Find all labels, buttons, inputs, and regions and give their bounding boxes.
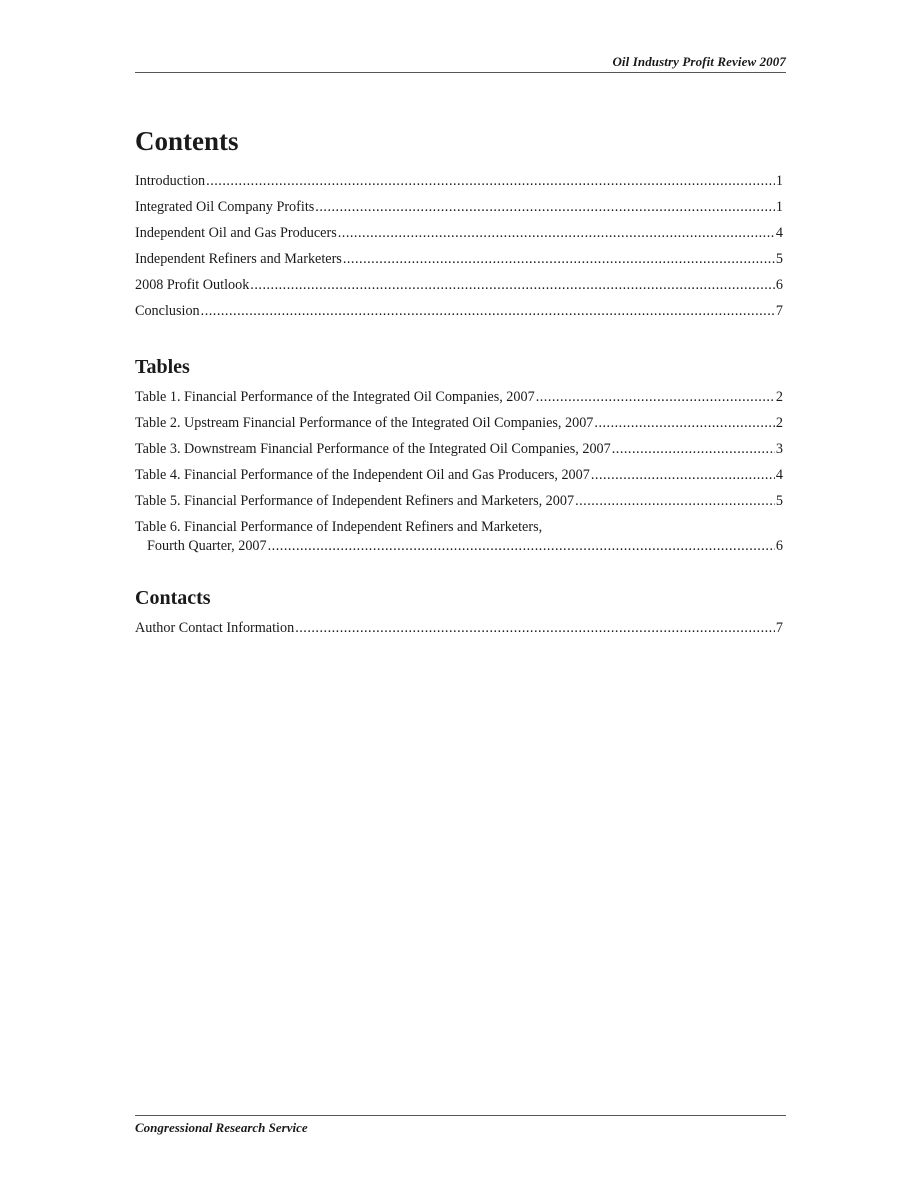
toc-entry-label: Author Contact Information — [135, 620, 295, 636]
running-header: Oil Industry Profit Review 2007 — [612, 54, 786, 69]
contacts-list — [135, 619, 783, 638]
toc-entry-label: Table 5. Financial Performance of Independent Refiners and Marketers, 2007 — [135, 493, 575, 509]
toc-entry-page: 1 — [775, 173, 783, 189]
toc-entry-conclusion[interactable] — [135, 302, 783, 321]
dot-leader — [536, 388, 775, 407]
dot-leader — [594, 414, 775, 433]
toc-entry-table-5[interactable] — [135, 492, 783, 511]
toc-entry-independent-refiners-marketers[interactable] — [135, 250, 783, 269]
section-heading-contacts: Contacts — [135, 587, 211, 609]
dot-leader — [612, 440, 775, 459]
dot-leader — [295, 619, 775, 638]
dot-leader — [268, 537, 775, 556]
toc-entry-label: Table 1. Financial Performance of the Integrated Oil Companies, 2007 — [135, 389, 535, 405]
toc-entry-author-contact-information[interactable] — [135, 619, 783, 638]
dot-leader — [250, 276, 775, 295]
toc-entry-page: 6 — [775, 277, 783, 293]
toc-content — [135, 124, 783, 645]
toc-entry-page: 5 — [775, 251, 783, 267]
toc-entry-continuation — [135, 537, 783, 556]
toc-entry-label: Independent Oil and Gas Producers — [135, 225, 337, 241]
toc-entry-label: Table 2. Upstream Financial Performance of the Integrated Oil Companies, 2007 — [135, 415, 594, 431]
toc-entry-label: Introduction — [135, 173, 206, 189]
dot-leader — [206, 172, 775, 191]
toc-entry-2008-profit-outlook[interactable] — [135, 276, 783, 295]
contacts-section — [135, 585, 783, 638]
toc-entry-table-3[interactable] — [135, 440, 783, 459]
toc-entry-table-4[interactable] — [135, 466, 783, 485]
toc-entry-label: Independent Refiners and Marketers — [135, 251, 342, 267]
footer-rule — [135, 1115, 786, 1116]
dot-leader — [591, 466, 775, 485]
dot-leader — [575, 492, 775, 511]
toc-entry-independent-oil-gas-producers[interactable] — [135, 224, 783, 243]
dot-leader — [201, 302, 775, 321]
toc-entry-label: 2008 Profit Outlook — [135, 277, 250, 293]
toc-entry-table-6[interactable] — [135, 518, 783, 556]
toc-entry-introduction[interactable] — [135, 172, 783, 191]
toc-entry-label-line2: Fourth Quarter, 2007 — [147, 538, 267, 554]
toc-entry-label-line1: Table 6. Financial Performance of Independent Refiners and Marketers, — [135, 519, 543, 535]
toc-entry-page: 2 — [775, 415, 783, 431]
tables-section — [135, 354, 783, 556]
toc-entry-page: 7 — [775, 303, 783, 319]
toc-entry-page: 1 — [775, 199, 783, 215]
section-heading-tables: Tables — [135, 356, 190, 378]
toc-entry-label: Table 4. Financial Performance of the Independent Oil and Gas Producers, 2007 — [135, 467, 590, 483]
running-footer: Congressional Research Service — [135, 1120, 308, 1135]
header-rule — [135, 72, 786, 73]
tables-list — [135, 388, 783, 556]
contents-section — [135, 124, 783, 321]
toc-entry-label: Conclusion — [135, 303, 200, 319]
toc-entry-integrated-oil-company-profits[interactable] — [135, 198, 783, 217]
toc-entry-page: 4 — [775, 467, 783, 483]
toc-entry-page: 7 — [775, 620, 783, 636]
toc-entry-page: 4 — [775, 225, 783, 241]
toc-entry-page: 5 — [775, 493, 783, 509]
dot-leader — [315, 198, 775, 217]
page-title: Contents — [135, 126, 239, 156]
contents-list — [135, 172, 783, 321]
dot-leader — [343, 250, 775, 269]
toc-entry-table-2[interactable] — [135, 414, 783, 433]
toc-entry-page: 2 — [775, 389, 783, 405]
dot-leader — [338, 224, 775, 243]
toc-entry-page: 6 — [775, 538, 783, 554]
toc-entry-label: Table 3. Downstream Financial Performance of the Integrated Oil Companies, 2007 — [135, 441, 611, 457]
toc-entry-table-1[interactable] — [135, 388, 783, 407]
toc-entry-page: 3 — [775, 441, 783, 457]
toc-entry-label: Integrated Oil Company Profits — [135, 199, 315, 215]
